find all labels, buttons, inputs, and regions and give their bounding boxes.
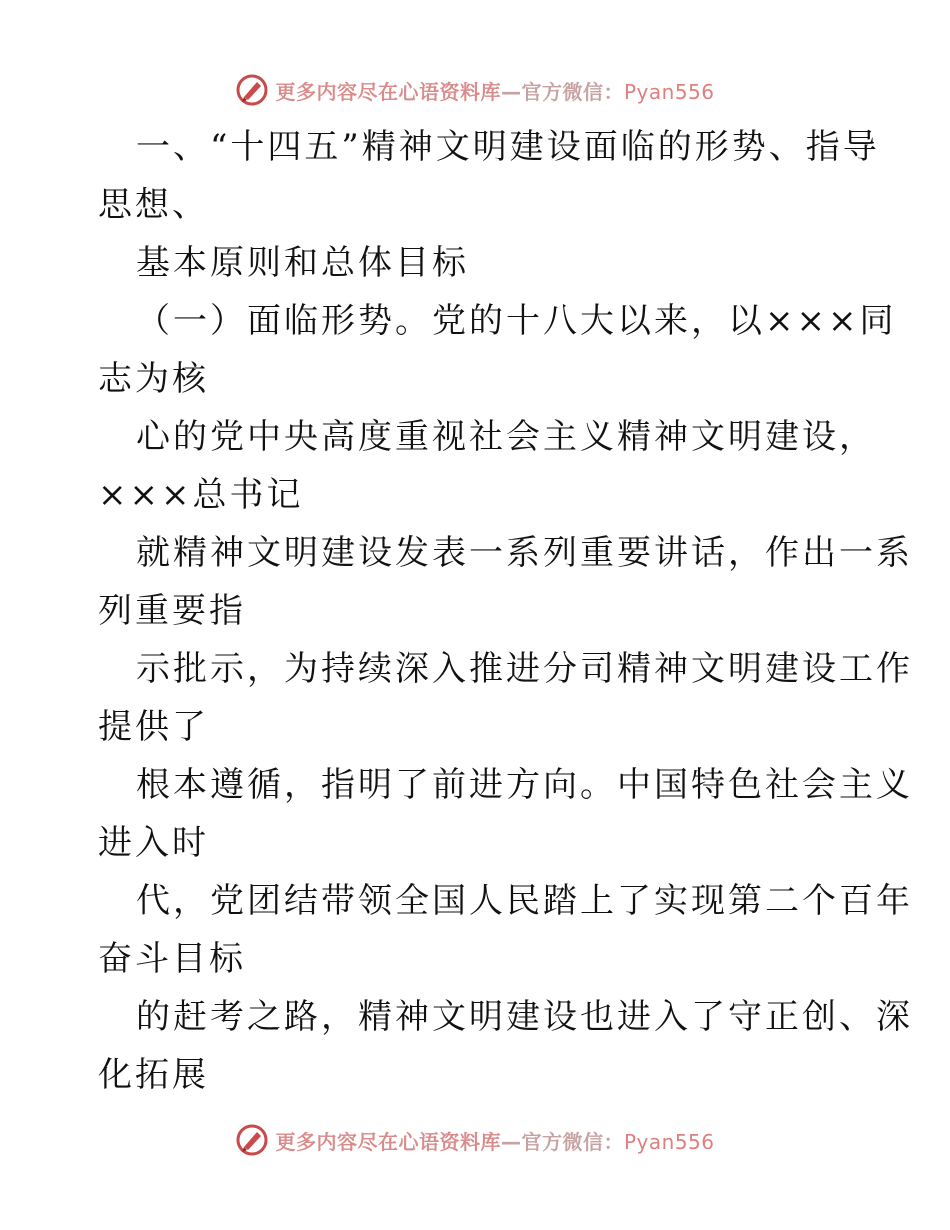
text-line: 代，党团结带领全国人民踏上了实现第二个百年 [136, 881, 913, 921]
footer-watermark [0, 1120, 950, 1160]
watermark-wechat-id: Pyan556 [623, 1129, 715, 1154]
text-line: 列重要指 [98, 591, 246, 631]
watermark-dash: — [500, 79, 522, 104]
text-line: 的赶考之路，精神文明建设也进入了守正创、深 [136, 997, 913, 1037]
pen-logo-icon [235, 73, 269, 107]
text-line: 就精神文明建设发表一系列重要讲话，作出一系 [136, 533, 913, 573]
text-line: 示批示，为持续深入推进分司精神文明建设工作 [136, 649, 913, 689]
document-body [98, 118, 913, 1104]
watermark-main: 更多内容尽在心语资料库 [275, 1129, 501, 1154]
text-line: 一、“十四五”精神文明建设面临的形势、指导 [136, 127, 880, 167]
text-line: 进入时 [98, 823, 209, 863]
text-line: 化拓展 [98, 1055, 209, 1095]
watermark-text [275, 76, 714, 105]
text-line: 奋斗目标 [98, 939, 246, 979]
text-line: （一）面临形势。党的十八大以来，以×××同 [136, 301, 897, 341]
text-line: 提供了 [98, 707, 209, 747]
header-watermark [0, 70, 950, 110]
watermark-wechat-label: 官方微信： [521, 79, 624, 104]
text-line: 基本原则和总体目标 [136, 243, 469, 283]
watermark-text [275, 1126, 714, 1155]
watermark-main: 更多内容尽在心语资料库 [275, 79, 501, 104]
watermark-dash: — [500, 1129, 522, 1154]
text-line: 思想、 [98, 185, 209, 225]
text-line: 志为核 [98, 359, 209, 399]
text-line: 根本遵循，指明了前进方向。中国特色社会主义 [136, 765, 913, 805]
pen-logo-icon [235, 1123, 269, 1157]
text-line: ×××总书记 [98, 475, 304, 515]
text-line: 心的党中央高度重视社会主义精神文明建设， [136, 417, 876, 457]
watermark-wechat-label: 官方微信： [521, 1129, 624, 1154]
watermark-wechat-id: Pyan556 [623, 79, 715, 104]
